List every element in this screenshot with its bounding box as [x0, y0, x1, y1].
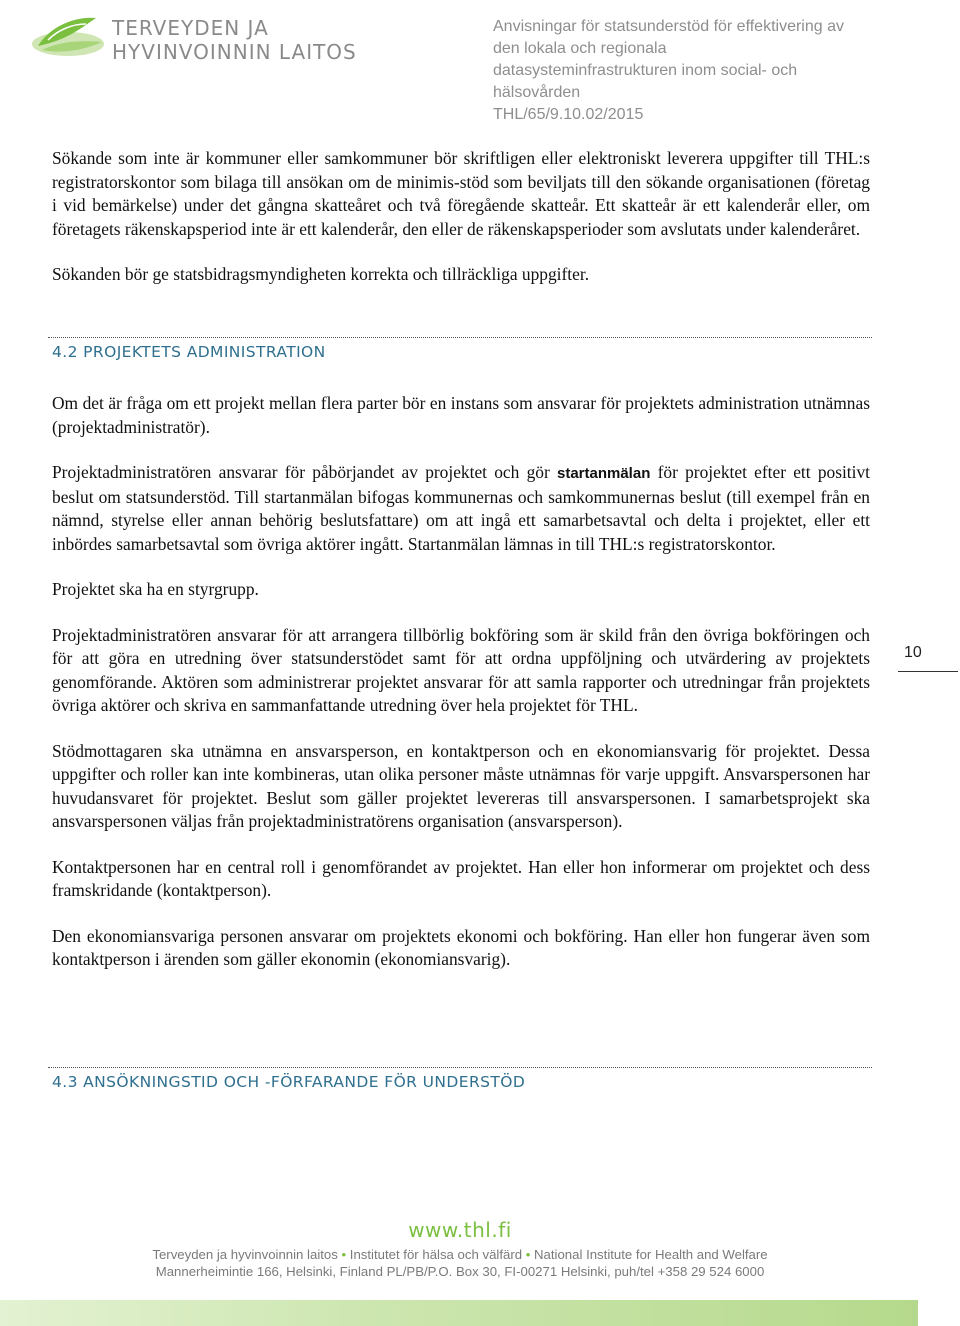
paragraph: Projektadministratören ansvarar för att arrangera tillbörlig bokföring som är skild från den övriga bokföringen och för att göra en utredning över statsunderstödet samt för att ordna uppföljning och utvärdering av projektets genomförande. Aktören som administrerar projektet ansvarar för att samla rapporter och utredningar från projektets övriga aktörer och skriva en sammanfattande utredning över hela projektet för THL.: [52, 624, 870, 715]
section-divider: [48, 337, 872, 338]
footer-url[interactable]: www.thl.fi: [408, 1218, 512, 1242]
page-number-rule: [898, 671, 958, 672]
intro-section: [52, 147, 870, 309]
leaf-logo-icon: [28, 6, 108, 68]
thl-logo: [28, 6, 368, 68]
startanmalan-term: startanmälan: [556, 465, 651, 482]
footer-name-sv: Institutet för hälsa och välfärd: [349, 1247, 523, 1262]
footer-address: Mannerheimintie 166, Helsinki, Finland PL/PB/P.O. Box 30, FI-00271 Helsinki, puh/tel +358 29 524 6000: [155, 1264, 765, 1279]
doc-title-line: Anvisningar för statsunderstöd för effektivering av: [493, 18, 844, 35]
logo-line-1: TERVEYDEN JA: [112, 16, 269, 40]
bullet-icon: •: [341, 1247, 350, 1262]
footer-green-bar: [0, 1300, 918, 1326]
text-run: Projektadministratören ansvarar för påbörjandet av projektet och gör: [52, 462, 557, 482]
paragraph: Sökanden bör ge statsbidragsmyndigheten korrekta och tillräckliga uppgifter.: [52, 264, 590, 284]
paragraph: Projektet ska ha en styrgrupp.: [52, 579, 259, 599]
doc-title-line: datasysteminfrastrukturen inom social- och: [493, 62, 798, 79]
doc-title-line: hälsovården: [493, 84, 581, 101]
paragraph: Kontaktpersonen har en central roll i genomförandet av projektet. Han eller hon informerar om projektet och dess framskridande (kontaktperson).: [52, 856, 870, 900]
paragraph: Stödmottagaren ska utnämna en ansvarsperson, en kontaktperson och en ekonomiansvarig för projektet. Dessa uppgifter och roller kan inte kombineras, utan olika personer måste utnämnas för varje uppgift. Ansvarspersonen har huvudansvaret för projektet. Beslut som gäller projektet levereras till ansvarspersonen. I samarbetsprojekt ska ansvarspersonen väljas från projektadministratörens organisation (ansvarsperson).: [52, 740, 870, 831]
section-divider: [48, 1067, 872, 1068]
page-number: 10: [904, 644, 922, 661]
paragraph: Sökande som inte är kommuner eller samkommuner bör skriftligen eller elektroniskt leverera uppgifter till THL:s registratorskontor som bilaga till ansökan om de minimis-stöd som beviljats till den sökande organisationen (företag i vid bemärkelse) under det gångna skatteåret och två föregående skatteår. Ett skatteår är ett kalenderår eller, om företagets räkenskapsperiod inte är ett kalenderår, den eller de räkenskapsperioder som avslutats under kalenderåret.: [52, 148, 870, 239]
text-run: för projektet efter ett positivt beslut om statsunderstöd. Till startanmälan bifogas kommunernas och samkommunernas beslut (till exempel från en nämnd, styrelse eller annan behörig beslutsfattare) om att ingå ett samarbetsavtal och delta i projektet, eller ett inbördes samarbetsavtal som övriga aktörer ingått. Startanmälan lämnas in till THL:s registratorskontor.: [52, 462, 870, 554]
paragraph: Den ekonomiansvariga personen ansvarar om projektets ekonomi och bokföring. Han eller hon fungerar även som kontaktperson i ärenden som gäller ekonomin (ekonomiansvarig).: [52, 925, 870, 969]
footer-names: [0, 1247, 920, 1262]
section-heading-4-2: 4.2 PROJEKTETS ADMINISTRATION: [52, 343, 326, 361]
section-heading-4-3: 4.3 ANSÖKNINGSTID OCH -FÖRFARANDE FÖR UNDERSTÖD: [52, 1073, 526, 1091]
paragraph: Om det är fråga om ett projekt mellan flera parter bör en instans som ansvarar för projektets administration utnämnas (projektadministratör).: [52, 393, 870, 437]
logo-line-2: HYVINVOINNIN LAITOS: [112, 40, 357, 64]
bullet-icon: •: [525, 1247, 535, 1262]
footer-name-fi: Terveyden ja hyvinvoinnin laitos: [152, 1247, 338, 1262]
document-header: [493, 16, 903, 126]
doc-reference: THL/65/9.10.02/2015: [493, 106, 644, 123]
section-4-2-body: [52, 392, 870, 994]
doc-title-line: den lokala och regionala: [493, 40, 667, 57]
paragraph: [52, 461, 870, 556]
footer-name-en: National Institute for Health and Welfare: [534, 1247, 768, 1262]
